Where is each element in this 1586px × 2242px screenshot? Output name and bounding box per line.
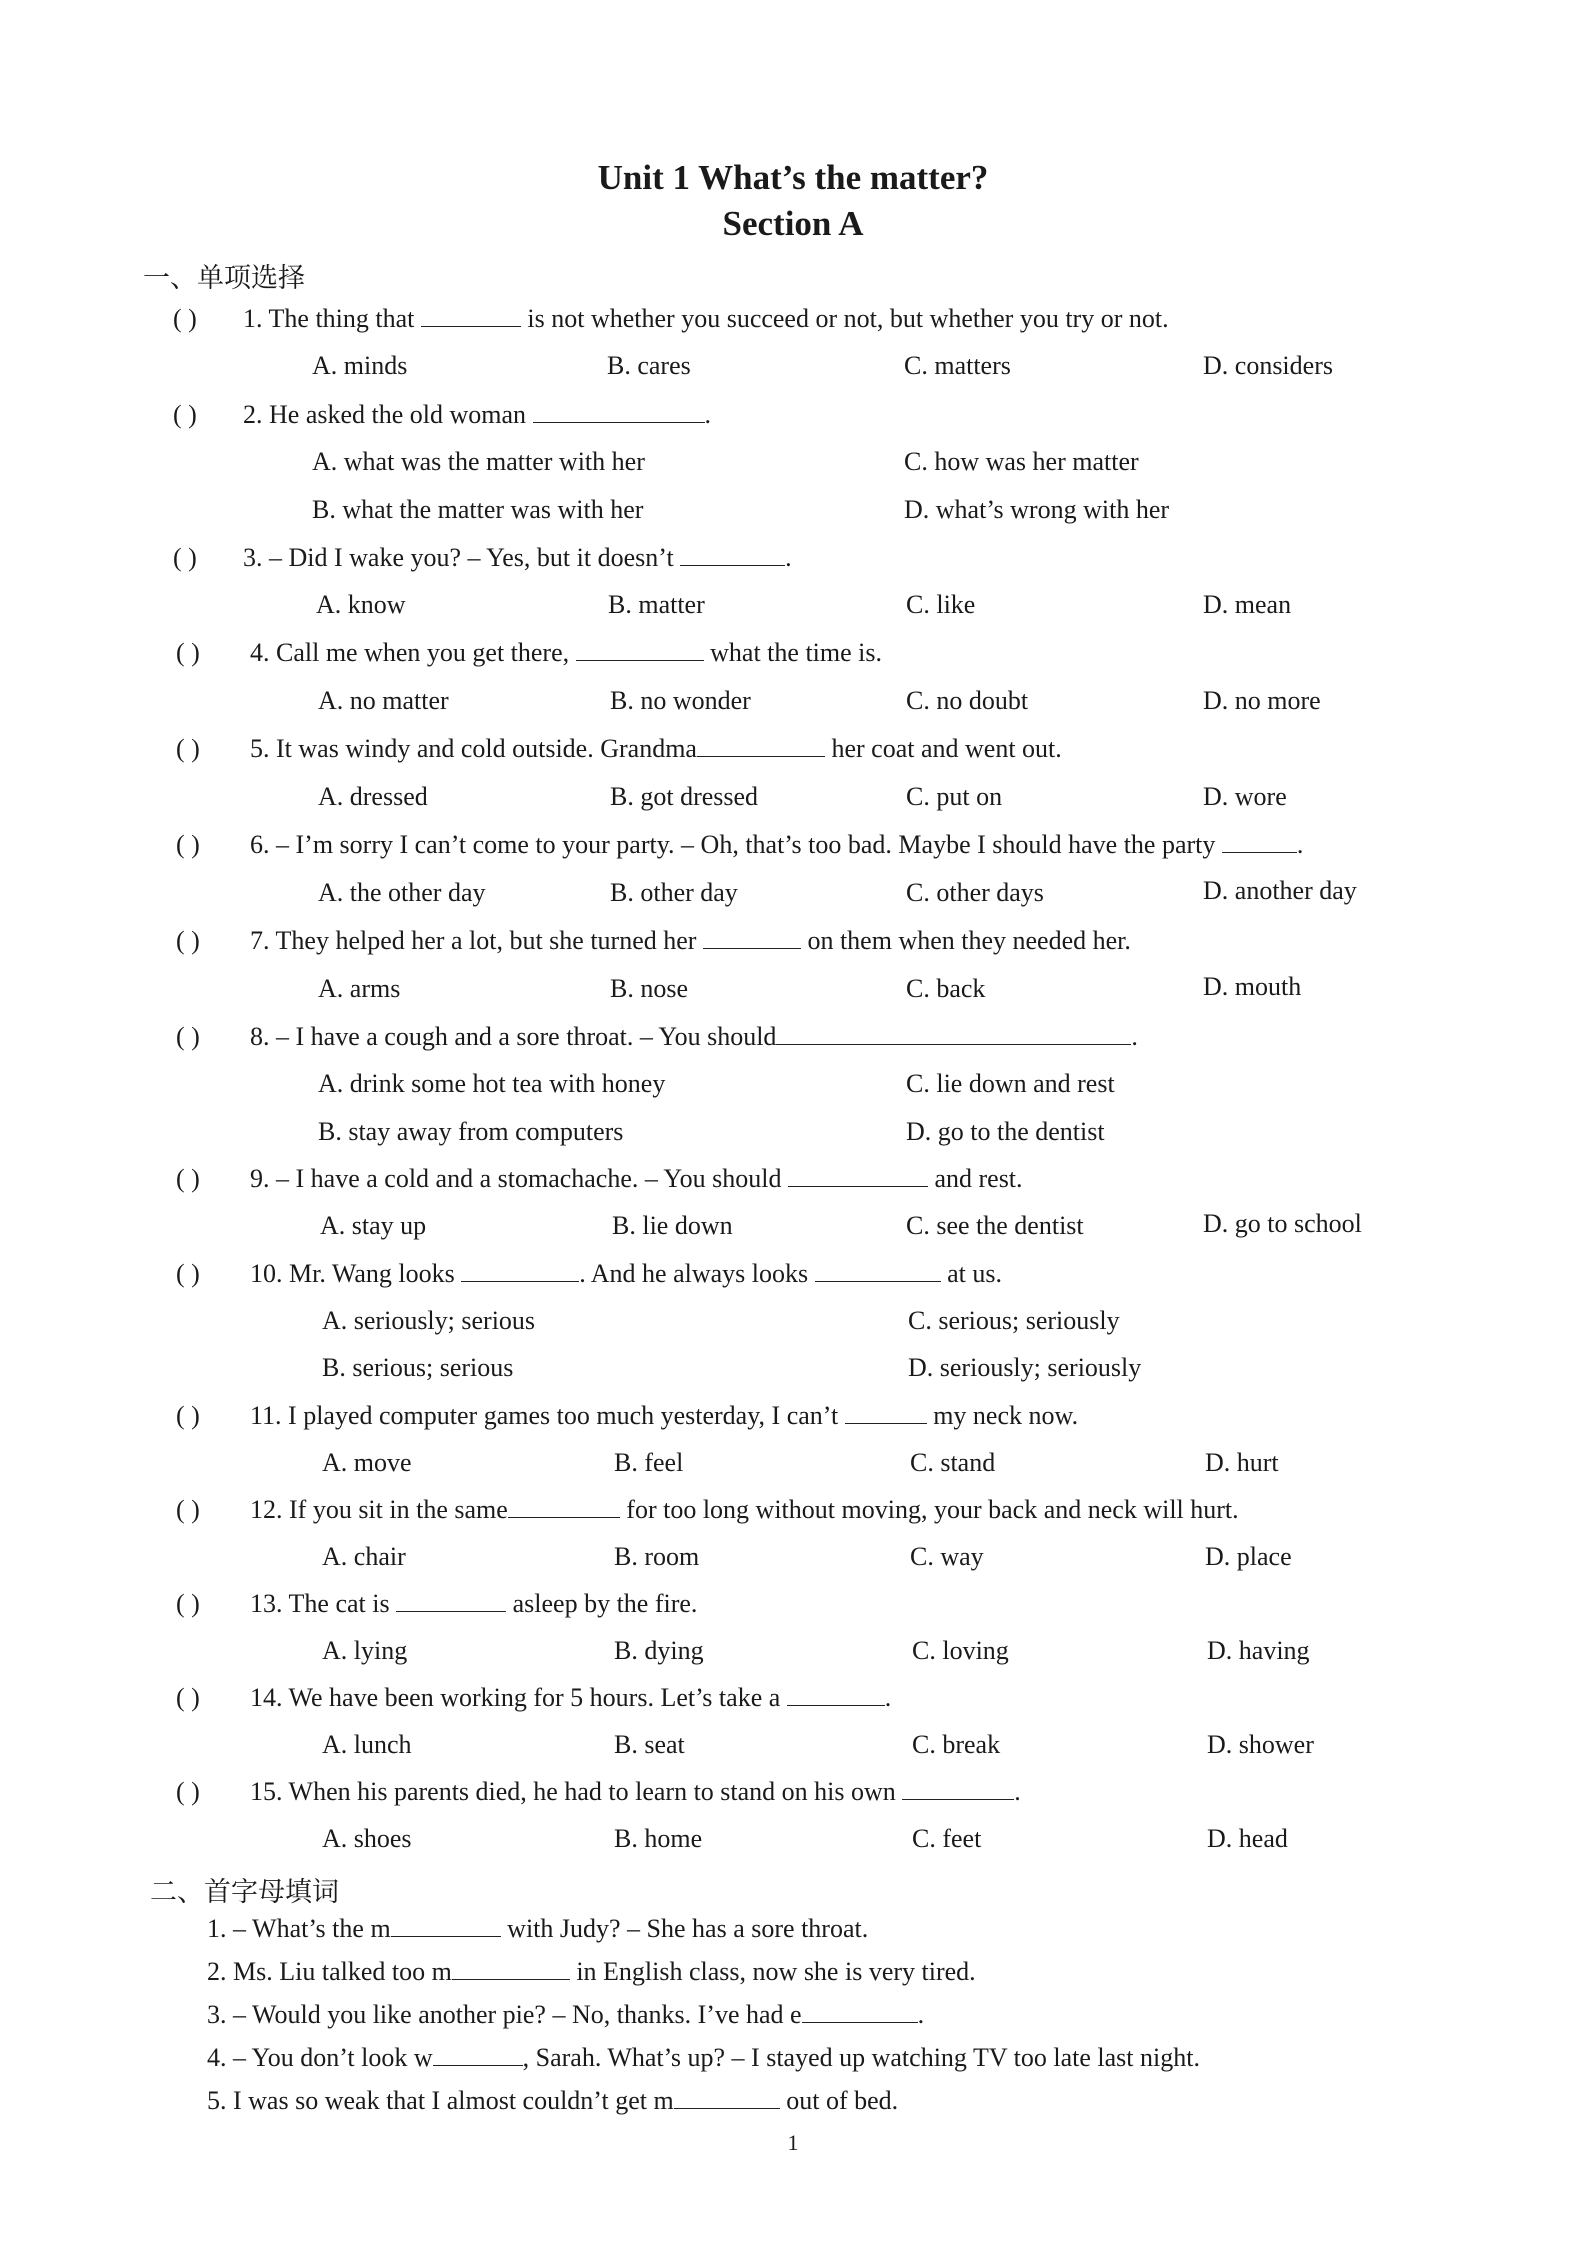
- option-d: D. hurt: [1205, 1448, 1279, 1477]
- fill-text: with Judy? – She has a sore throat.: [507, 1914, 869, 1943]
- question-text: asleep by the fire.: [512, 1589, 698, 1618]
- answer-paren: ( ): [176, 1164, 200, 1193]
- option-c: C. like: [906, 590, 976, 619]
- option-d: D. another day: [1203, 876, 1357, 905]
- page-subtitle: Section A: [722, 204, 864, 243]
- question-number: 9.: [250, 1164, 270, 1193]
- answer-paren: ( ): [176, 638, 200, 667]
- option-a: A. shoes: [322, 1824, 412, 1853]
- answer-paren: ( ): [176, 1777, 200, 1806]
- answer-blank: [776, 1022, 1131, 1045]
- answer-paren: ( ): [173, 543, 197, 572]
- option-b: B. matter: [608, 590, 705, 619]
- page-number: 1: [787, 2130, 799, 2155]
- option-c: C. break: [912, 1730, 1001, 1759]
- question-text: .: [704, 400, 712, 429]
- option-d: D. head: [1207, 1824, 1288, 1853]
- option-d: D. considers: [1203, 351, 1333, 380]
- fill-text: 2. Ms. Liu talked too m: [207, 1957, 452, 1986]
- question-text: – I have a cold and a stomachache. – You should: [276, 1164, 782, 1193]
- option-b: B. serious; serious: [322, 1353, 514, 1382]
- option-b: B. home: [614, 1824, 703, 1853]
- question-7: [250, 926, 1131, 956]
- question-text: – Did I wake you? – Yes, but it doesn’t: [269, 543, 674, 572]
- question-15: [250, 1777, 1021, 1807]
- fill-text: , Sarah. What’s up? – I stayed up watching TV too late last night.: [522, 2043, 1200, 2072]
- question-8: [250, 1022, 1138, 1052]
- question-text: When his parents died, he had to learn to stand on his own: [288, 1777, 896, 1806]
- option-a: A. drink some hot tea with honey: [318, 1069, 666, 1098]
- option-d: D. go to school: [1203, 1209, 1362, 1238]
- section-heading-multiple-choice: 一、单项选择: [143, 263, 305, 294]
- question-number: 14.: [250, 1683, 283, 1712]
- question-9: [250, 1164, 1023, 1194]
- answer-blank: [697, 734, 825, 757]
- question-number: 5.: [250, 734, 270, 763]
- option-c: C. see the dentist: [906, 1211, 1084, 1240]
- option-c: C. serious; seriously: [908, 1306, 1120, 1335]
- option-b: B. room: [614, 1542, 700, 1571]
- option-d: D. seriously; seriously: [908, 1353, 1142, 1382]
- question-number: 6.: [250, 830, 270, 859]
- answer-blank: [680, 543, 785, 566]
- option-a: A. arms: [318, 974, 401, 1003]
- answer-blank: [452, 1957, 570, 1980]
- option-a: A. seriously; serious: [322, 1306, 536, 1335]
- option-a: A. minds: [312, 351, 408, 380]
- question-10: [250, 1259, 1002, 1289]
- question-number: 15.: [250, 1777, 283, 1806]
- option-b: B. cares: [607, 351, 691, 380]
- question-text: .: [1014, 1777, 1021, 1806]
- question-number: 3.: [243, 543, 263, 572]
- page-title: Unit 1 What’s the matter?: [597, 158, 989, 197]
- fill-text: out of bed.: [786, 2086, 899, 2115]
- answer-paren: ( ): [176, 926, 200, 955]
- question-text: .: [785, 543, 792, 572]
- question-text: .: [884, 1683, 892, 1712]
- option-c: C. loving: [912, 1636, 1009, 1665]
- option-b: B. lie down: [612, 1211, 733, 1240]
- question-3: [243, 543, 792, 573]
- answer-blank: [802, 2000, 918, 2023]
- fill-item-2: [207, 1957, 976, 1987]
- option-b: B. no wonder: [610, 686, 751, 715]
- question-text: on them when they needed her.: [807, 926, 1131, 955]
- option-a: A. the other day: [318, 878, 486, 907]
- answer-paren: ( ): [176, 1022, 200, 1051]
- option-c: C. way: [910, 1542, 984, 1571]
- fill-text: 4. – You don’t look w: [207, 2043, 433, 2072]
- answer-paren: ( ): [173, 400, 197, 429]
- option-c: C. lie down and rest: [906, 1069, 1115, 1098]
- option-d: D. wore: [1203, 782, 1287, 811]
- question-text: Call me when you get there,: [276, 638, 570, 667]
- question-text: I played computer games too much yesterday, I can’t: [288, 1401, 839, 1430]
- option-c: C. put on: [906, 782, 1003, 811]
- option-c: C. other days: [906, 878, 1044, 907]
- option-b: B. seat: [614, 1730, 685, 1759]
- question-text: and rest.: [934, 1164, 1023, 1193]
- question-number: 2.: [243, 400, 263, 429]
- answer-blank: [396, 1589, 506, 1612]
- answer-paren: ( ): [176, 734, 200, 763]
- fill-text: 1. – What’s the m: [207, 1914, 391, 1943]
- answer-blank: [674, 2086, 780, 2109]
- answer-blank: [788, 1164, 928, 1187]
- question-text: If you sit in the same: [289, 1495, 508, 1524]
- question-text: for too long without moving, your back and neck will hurt.: [626, 1495, 1239, 1524]
- option-a: A. no matter: [318, 686, 449, 715]
- fill-item-3: [207, 2000, 924, 2030]
- question-text: – I’m sorry I can’t come to your party. – Oh, that’s too bad. Maybe I should have the party: [276, 830, 1216, 859]
- question-14: [250, 1683, 891, 1713]
- answer-paren: ( ): [176, 1259, 200, 1288]
- question-text: .: [1296, 830, 1304, 859]
- question-text: The cat is: [288, 1589, 390, 1618]
- option-b: B. what the matter was with her: [312, 495, 644, 524]
- option-b: B. nose: [610, 974, 688, 1003]
- question-text: He asked the old woman: [269, 400, 527, 429]
- question-text: my neck now.: [933, 1401, 1079, 1430]
- fill-item-5: [207, 2086, 898, 2116]
- question-number: 12.: [250, 1495, 283, 1524]
- question-text: – I have a cough and a sore throat. – You should: [276, 1022, 777, 1051]
- option-c: C. matters: [904, 351, 1011, 380]
- fill-text: in English class, now she is very tired.: [576, 1957, 976, 1986]
- question-text: . And he always looks: [579, 1259, 809, 1288]
- answer-paren: ( ): [176, 1683, 200, 1712]
- question-11: [250, 1401, 1078, 1431]
- question-number: 10.: [250, 1259, 283, 1288]
- option-a: A. stay up: [320, 1211, 427, 1240]
- answer-blank: [508, 1495, 620, 1518]
- option-d: D. having: [1207, 1636, 1310, 1665]
- question-number: 8.: [250, 1022, 270, 1051]
- option-b: B. got dressed: [610, 782, 759, 811]
- question-13: [250, 1589, 697, 1619]
- fill-text: .: [917, 2000, 925, 2029]
- option-a: A. know: [316, 590, 406, 619]
- question-4: [250, 638, 882, 668]
- question-number: 13.: [250, 1589, 283, 1618]
- question-text: The thing that: [268, 304, 415, 333]
- option-d: D. mean: [1203, 590, 1292, 619]
- question-6: [250, 830, 1303, 860]
- option-d: D. mouth: [1203, 972, 1302, 1001]
- option-a: A. chair: [322, 1542, 406, 1571]
- option-b: B. stay away from computers: [318, 1117, 624, 1146]
- option-a: A. dressed: [318, 782, 428, 811]
- fill-item-4: [207, 2043, 1200, 2073]
- option-a: A. move: [322, 1448, 412, 1477]
- question-number: 4.: [250, 638, 270, 667]
- option-c: C. stand: [910, 1448, 996, 1477]
- answer-paren: ( ): [176, 830, 200, 859]
- option-c: C. how was her matter: [904, 447, 1139, 476]
- answer-blank: [576, 638, 704, 661]
- question-1: [243, 304, 1169, 334]
- answer-paren: ( ): [176, 1495, 200, 1524]
- answer-paren: ( ): [173, 304, 197, 333]
- answer-blank: [421, 304, 521, 327]
- question-2: [243, 400, 711, 430]
- answer-blank: [787, 1683, 885, 1706]
- answer-blank: [845, 1401, 927, 1424]
- question-text: what the time is.: [710, 638, 882, 667]
- question-text: .: [1131, 1022, 1138, 1051]
- option-c: C. no doubt: [906, 686, 1029, 715]
- option-d: D. no more: [1203, 686, 1321, 715]
- fill-item-1: [207, 1914, 868, 1944]
- answer-blank: [391, 1914, 501, 1937]
- fill-text: 3. – Would you like another pie? – No, thanks. I’ve had e: [207, 2000, 802, 2029]
- answer-blank: [815, 1259, 941, 1282]
- question-text: Mr. Wang looks: [289, 1259, 455, 1288]
- answer-blank: [433, 2043, 523, 2066]
- option-b: B. feel: [614, 1448, 684, 1477]
- option-c: C. back: [906, 974, 986, 1003]
- question-number: 1.: [243, 304, 263, 333]
- answer-blank: [461, 1259, 579, 1282]
- question-text: her coat and went out.: [831, 734, 1062, 763]
- answer-blank: [902, 1777, 1014, 1800]
- question-text: It was windy and cold outside. Grandma: [276, 734, 697, 763]
- section-heading-initial-letter-fill: 二、首字母填词: [150, 1877, 339, 1908]
- question-text: is not whether you succeed or not, but whether you try or not.: [527, 304, 1169, 333]
- question-5: [250, 734, 1062, 764]
- answer-blank: [703, 926, 801, 949]
- option-a: A. what was the matter with her: [312, 447, 645, 476]
- question-text: They helped her a lot, but she turned her: [275, 926, 697, 955]
- question-12: [250, 1495, 1239, 1525]
- question-text: at us.: [947, 1259, 1003, 1288]
- answer-paren: ( ): [176, 1401, 200, 1430]
- option-d: D. what’s wrong with her: [904, 495, 1170, 524]
- question-text: We have been working for 5 hours. Let’s take a: [288, 1683, 781, 1712]
- question-number: 11.: [250, 1401, 282, 1430]
- answer-blank: [1222, 830, 1297, 853]
- question-number: 7.: [250, 926, 270, 955]
- answer-paren: ( ): [176, 1589, 200, 1618]
- option-b: B. other day: [610, 878, 738, 907]
- fill-text: 5. I was so weak that I almost couldn’t get m: [207, 2086, 674, 2115]
- option-a: A. lying: [322, 1636, 408, 1665]
- option-b: B. dying: [614, 1636, 704, 1665]
- option-d: D. shower: [1207, 1730, 1314, 1759]
- answer-blank: [533, 400, 705, 423]
- option-a: A. lunch: [322, 1730, 412, 1759]
- option-c: C. feet: [912, 1824, 982, 1853]
- option-d: D. place: [1205, 1542, 1292, 1571]
- option-d: D. go to the dentist: [906, 1117, 1105, 1146]
